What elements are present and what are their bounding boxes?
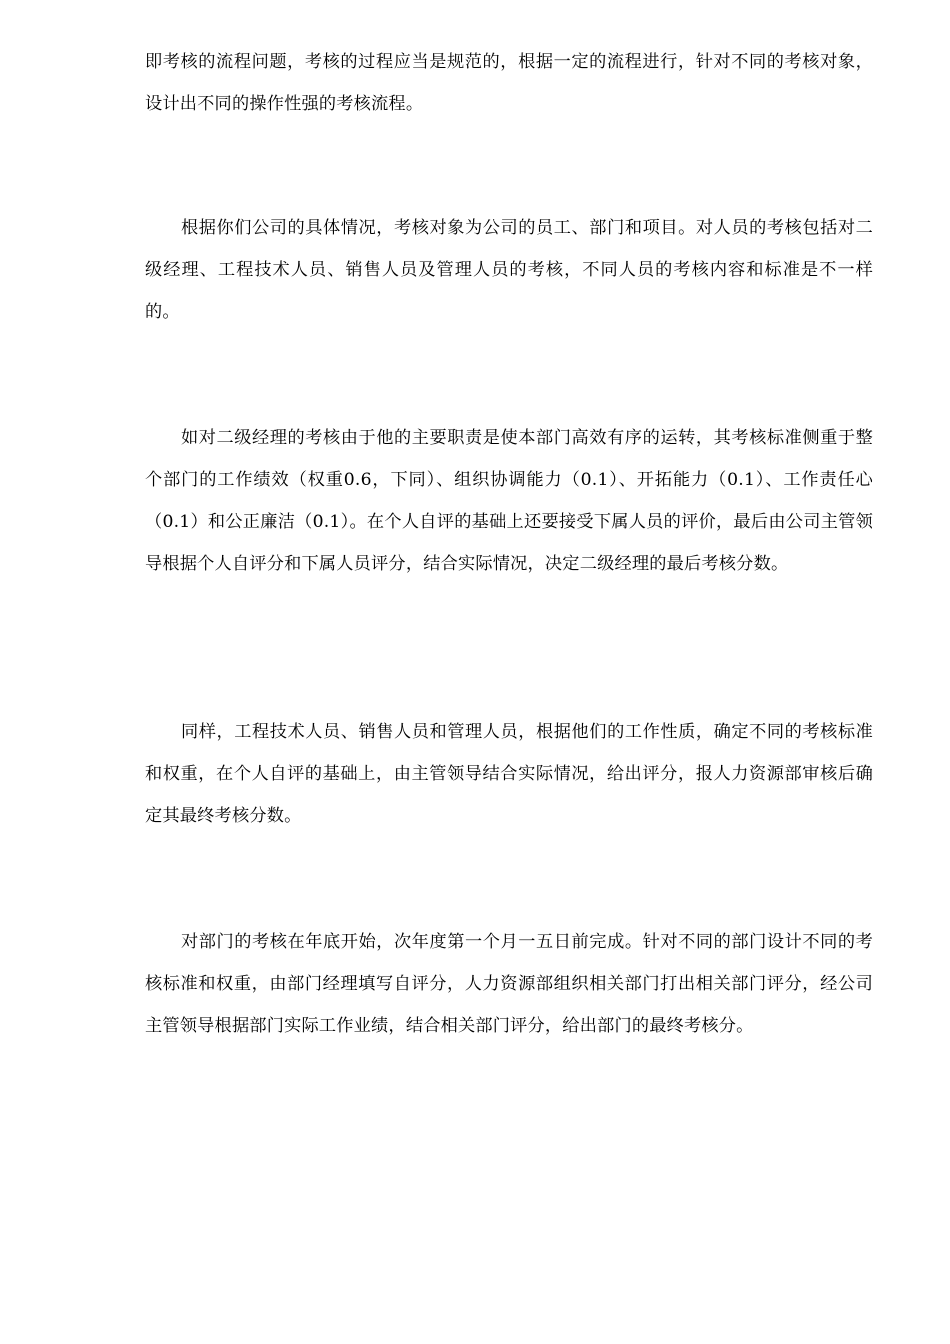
paragraph-staff-assessment: 同样，工程技术人员、销售人员和管理人员，根据他们的工作性质，确定不同的考核标准和权重，在个人自评的基础上，由主管领导结合实际情况，给出评分，报人力资源部审核后确定其最终考核分数。 [145, 722, 873, 826]
paragraph-manager-assessment: 如对二级经理的考核由于他的主要职责是使本部门高效有序的运转，其考核标准侧重于整个部门的工作绩效（权重0.6，下同）、组织协调能力（0.1）、开拓能力（0.1）、工作责任心（0.1）和公正廉洁（0.1）。在个人自评的基础上还要接受下属人员的评价，最后由公司主管领导根据个人自评分和下属人员评分，结合实际情况，决定二级经理的最后考核分数。 [145, 428, 873, 574]
paragraph-department-assessment: 对部门的考核在年底开始，次年度第一个月一五日前完成。针对不同的部门设计不同的考核标准和权重，由部门经理填写自评分，人力资源部组织相关部门打出相关部门评分，经公司主管领导根据部门实际工作业绩，结合相关部门评分，给出部门的最终考核分。 [145, 932, 873, 1036]
paragraph-assessment-targets: 根据你们公司的具体情况，考核对象为公司的员工、部门和项目。对人员的考核包括对二级经理、工程技术人员、销售人员及管理人员的考核，不同人员的考核内容和标准是不一样的。 [145, 218, 873, 322]
paragraph-assessment-process: 即考核的流程问题，考核的过程应当是规范的，根据一定的流程进行，针对不同的考核对象，设计出不同的操作性强的考核流程。 [145, 52, 873, 114]
